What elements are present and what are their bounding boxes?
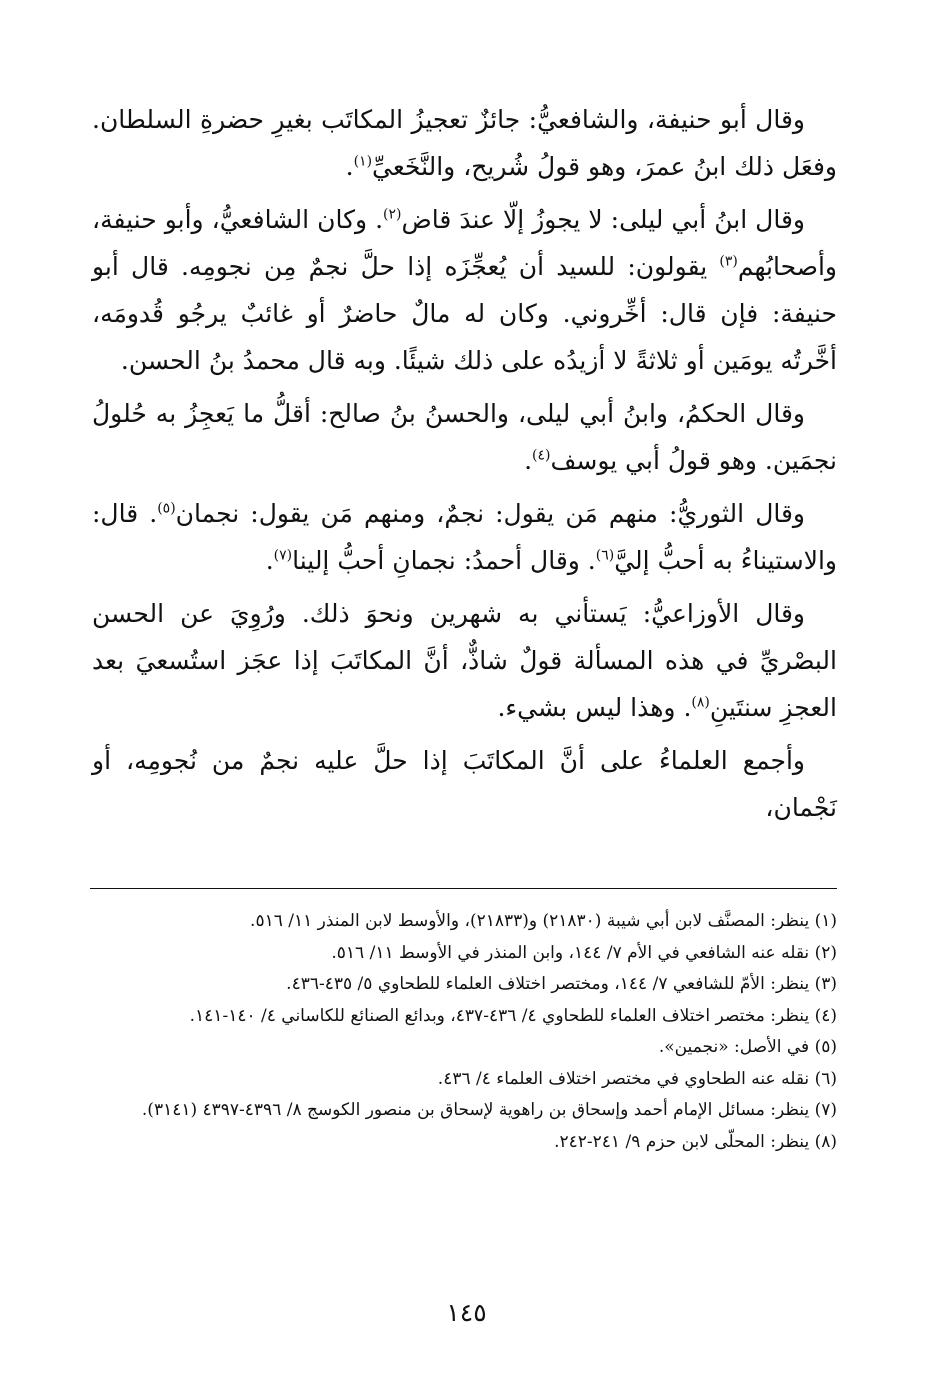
- footnotes: [87, 906, 837, 1158]
- paragraph-text: . وكان الشافعيُّ، وأبو حنيفة، وأصحابُهم: [92, 205, 837, 281]
- paragraph-text: وقال الثوريُّ: منهم مَن يقول: نجمٌ، ومنهم مَن يقول: نجمان: [175, 499, 805, 528]
- footnote-marker: (٨): [691, 694, 710, 711]
- main-text: [92, 96, 837, 837]
- paragraph: [92, 490, 837, 584]
- footnote: (٣) ينظر: الأمّ للشافعي ٧/ ١٤٤، ومختصر اختلاف العلماء للطحاوي ٥/ ٤٣٥-٤٣٦.: [286, 974, 837, 994]
- paragraph-text: وقال أبو حنيفة، والشافعيُّ: جائزٌ تعجيزُ المكاتَب بغيرِ حضرةِ السلطان. وفعَل ذلك ابنُ عمرَ، وهو قولُ شُريح، والنَّخَعيِّ: [92, 105, 837, 181]
- footnote-marker: (١): [353, 153, 373, 170]
- footnote-marker: (٢): [383, 206, 402, 223]
- paragraph: [92, 737, 837, 831]
- footnote: (٤) ينظر: مختصر اختلاف العلماء للطحاوي ٤/ ٤٣٦-٤٣٧، وبدائع الصنائع للكاساني ٤/ ١٤٠-١٤١.: [189, 1005, 837, 1026]
- paragraph-text: وأجمع العلماءُ على أنَّ المكاتَبَ إذا حلَّ عليه نجمٌ من نُجومِه، أو نَجْمان،: [92, 746, 837, 822]
- paragraph: [92, 96, 837, 190]
- paragraph-text: .: [524, 446, 533, 475]
- footnote: (٢) نقله عنه الشافعي في الأم ٧/ ١٤٤، وابن المنذر في الأوسط ١١/ ٥١٦.: [331, 942, 837, 963]
- page-number: ١٤٥: [446, 1298, 487, 1327]
- footnote-separator: [90, 888, 837, 889]
- paragraph: [92, 590, 837, 731]
- footnote: (٧) ينظر: مسائل الإمام أحمد وإسحاق بن راهوية لإسحاق بن منصور الكوسج ٨/ ٤٣٩٦-٤٣٩٧ (٣١٤١).: [141, 1100, 837, 1120]
- paragraph-text: . وهذا ليس بشيء.: [497, 693, 692, 722]
- paragraph: [92, 196, 837, 384]
- footnote-marker: (٤): [532, 447, 551, 464]
- paragraph-text: .: [345, 152, 354, 181]
- footnote: (٨) ينظر: المحلّى لابن حزم ٩/ ٢٤١-٢٤٢.: [554, 1131, 837, 1152]
- footnote: (٥) في الأصل: «نجمين».: [658, 1037, 837, 1057]
- footnote-marker: (٦): [595, 547, 615, 564]
- paragraph-text: . وقال أحمدُ: نجمانِ أحبُّ إلينا: [292, 546, 596, 575]
- footnote-marker: (٣): [719, 253, 738, 270]
- paragraph-text: يقولون: للسيد أن يُعجِّزَه إذا حلَّ نجمٌ مِن نجومِه. قال أبو حنيفة: فإن قال: أخِّروني. وكان له مالٌ حاضرٌ أو غائبٌ يرجُو قُدومَه، أخَّرتُه يومَين أو ثلاثةً لا أزيدُه على ذلك شيئًا. وبه قال محمدُ بنُ الحسن.: [92, 252, 837, 375]
- footnote-marker: (٥): [157, 500, 176, 517]
- paragraph-text: وقال ابنُ أبي ليلى: لا يجوزُ إلّا عندَ قاض: [401, 205, 805, 234]
- paragraph-text: . قال: والاستيناءُ به أحبُّ إليَّ: [92, 499, 837, 575]
- paragraph: [92, 390, 837, 484]
- footnote-marker: (٧): [273, 547, 293, 564]
- paragraph-text: .: [265, 546, 274, 575]
- footnote: (٦) نقله عنه الطحاوي في مختصر اختلاف العلماء ٤/ ٤٣٦.: [437, 1068, 837, 1089]
- paragraph-text: وقال الحكمُ، وابنُ أبي ليلى، والحسنُ بنُ صالح: أقلُّ ما يَعجِزُ به حُلولُ نجمَين. وهو قولُ أبي يوسف: [92, 399, 837, 475]
- paragraph-text: وقال الأوزاعيُّ: يَستأني به شهرين ونحوَ ذلك. ورُوِيَ عن الحسن البصْريِّ في هذه المسألة قولٌ شاذٌّ، أنَّ المكاتَبَ إذا عجَز استُسعيَ بعد العجزِ سنتَينِ: [92, 599, 837, 722]
- footnote: (١) ينظر: المصنَّف لابن أبي شيبة (٢١٨٣٠) و(٢١٨٣٣)، والأوسط لابن المنذر ١١/ ٥١٦.: [250, 911, 837, 931]
